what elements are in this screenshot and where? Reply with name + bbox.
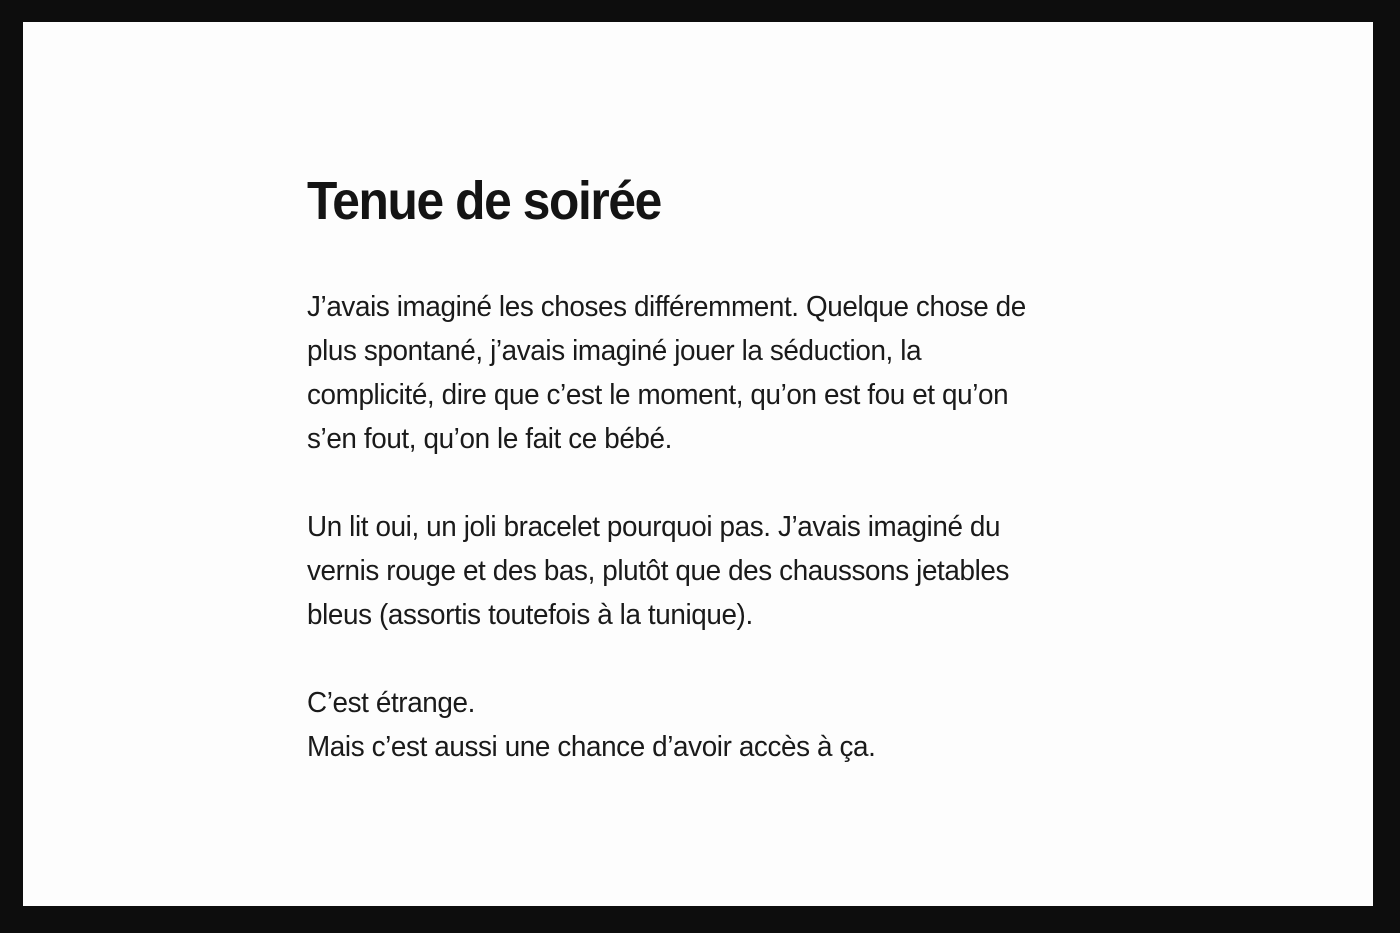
page	[23, 22, 1373, 906]
paragraph-1-line-2: plus spontané, j’avais imaginé jouer la séduction, la	[307, 335, 922, 368]
paragraph-1-line-3: complicité, dire que c’est le moment, qu’on est fou et qu’on	[307, 379, 1009, 412]
paragraph-2-line-3: bleus (assortis toutefois à la tunique).	[307, 599, 753, 632]
paragraph-3-line-1: C’est étrange.	[307, 687, 475, 720]
paragraph-1	[307, 285, 1127, 461]
paragraph-3	[307, 681, 1127, 769]
page-title: Tenue de soirée	[307, 171, 661, 231]
paragraph-1-line-4: s’en fout, qu’on le fait ce bébé.	[307, 423, 672, 456]
text-block	[307, 172, 1127, 769]
paragraph-2-line-1: Un lit oui, un joli bracelet pourquoi pas. J’avais imaginé du	[307, 511, 1001, 544]
paragraph-2-line-2: vernis rouge et des bas, plutôt que des chaussons jetables	[307, 555, 1010, 588]
paragraph-2	[307, 505, 1127, 637]
paragraph-1-line-1: J’avais imaginé les choses différemment. Quelque chose de	[307, 291, 1026, 324]
paragraph-3-line-2: Mais c’est aussi une chance d’avoir accès à ça.	[307, 731, 876, 764]
